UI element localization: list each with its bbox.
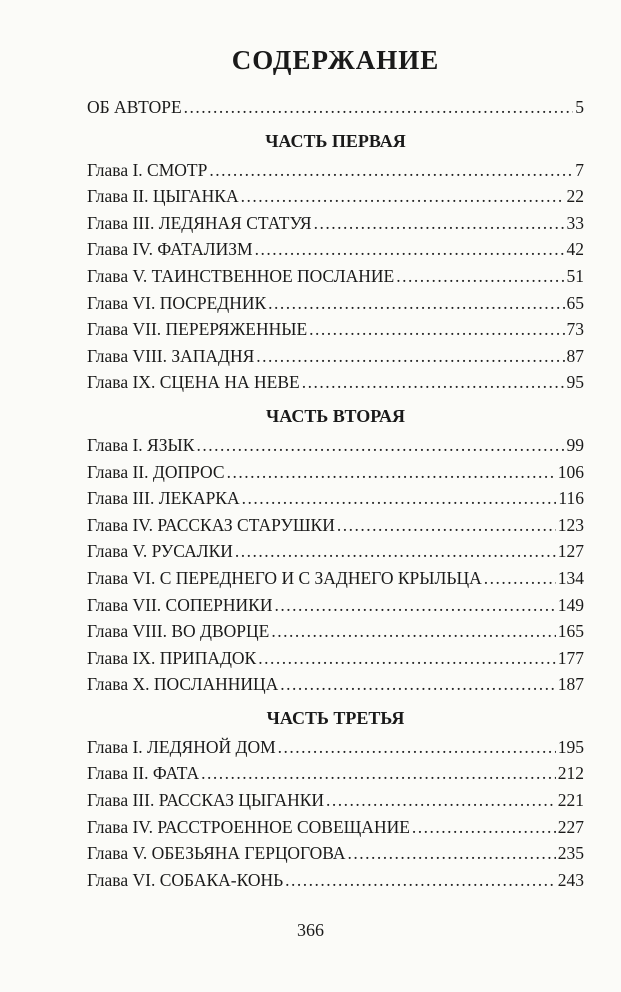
toc-entry-label: Глава X. ПОСЛАННИЦА — [87, 674, 279, 695]
toc-entry — [87, 618, 584, 645]
toc-entry — [87, 814, 584, 841]
toc-entry — [87, 210, 584, 237]
toc-entry-label: Глава I. СМОТР — [87, 159, 208, 180]
toc-entry-page: 195 — [557, 736, 584, 757]
leader-dots — [278, 734, 556, 761]
toc-entry-page: 87 — [566, 345, 584, 366]
part-title: ЧАСТЬ ТРЕТЬЯ — [266, 707, 405, 728]
toc-entry-label: Глава IX. ПРИПАДОК — [87, 647, 257, 668]
toc-page — [87, 0, 584, 893]
leader-dots — [314, 210, 565, 237]
toc-entry — [87, 485, 584, 512]
toc-entry-label: Глава IV. РАССКАЗ СТАРУШКИ — [87, 514, 335, 535]
toc-entry-label: Глава II. ФАТА — [87, 763, 200, 784]
leader-dots — [201, 760, 556, 787]
toc-entry-label: Глава V. ТАИНСТВЕННОЕ ПОСЛАНИЕ — [87, 265, 395, 286]
toc-entry-label: Глава VIII. ВО ДВОРЦЕ — [87, 621, 270, 642]
toc-entry-page: 149 — [557, 594, 584, 615]
toc-entry — [87, 734, 584, 761]
leader-dots — [256, 343, 564, 370]
leader-dots — [285, 867, 556, 894]
toc-entry — [87, 787, 584, 814]
toc-entry-page: 22 — [566, 186, 584, 207]
leader-dots — [337, 512, 556, 539]
leader-dots — [484, 565, 556, 592]
toc-entry-label: Глава VII. ПЕРЕРЯЖЕННЫЕ — [87, 319, 308, 340]
toc-entry — [87, 592, 584, 619]
leader-dots — [309, 316, 564, 343]
part-title: ЧАСТЬ ПЕРВАЯ — [265, 130, 406, 151]
toc-entry-page: 123 — [557, 514, 584, 535]
toc-entry — [87, 369, 584, 396]
toc-entry-page: 134 — [557, 567, 584, 588]
toc-entry — [87, 840, 584, 867]
toc-entry-page: 227 — [557, 816, 584, 837]
toc-entry — [87, 645, 584, 672]
leader-dots — [412, 814, 556, 841]
toc-entry-page: 73 — [566, 319, 584, 340]
leader-dots — [235, 538, 556, 565]
toc-entry-label: Глава III. РАССКАЗ ЦЫГАНКИ — [87, 790, 325, 811]
toc-entry — [87, 236, 584, 263]
toc-entry-page: 177 — [557, 647, 584, 668]
toc-entry-page: 99 — [566, 434, 584, 455]
toc-entry — [87, 867, 584, 894]
toc-entry-page: 243 — [557, 869, 584, 890]
toc-entry — [87, 459, 584, 486]
toc-entry-page: 106 — [557, 461, 584, 482]
toc-entry-page: 165 — [557, 621, 584, 642]
leader-dots — [302, 369, 565, 396]
toc-entry-label: Глава II. ДОПРОС — [87, 461, 225, 482]
toc-entry — [87, 512, 584, 539]
toc-entry — [87, 432, 584, 459]
toc-entry-label: Глава II. ЦЫГАНКА — [87, 186, 239, 207]
leader-dots — [280, 671, 555, 698]
toc-entry-label: Глава IX. СЦЕНА НА НЕВЕ — [87, 372, 300, 393]
toc-entry — [87, 316, 584, 343]
toc-entry — [87, 671, 584, 698]
leader-dots — [268, 290, 564, 317]
toc-entry-label: Глава I. ЛЕДЯНОЙ ДОМ — [87, 736, 276, 757]
toc-entry-label: Глава VI. СОБАКА-КОНЬ — [87, 869, 284, 890]
toc-entry-page: 235 — [557, 843, 584, 864]
toc-entry — [87, 538, 584, 565]
part-title: ЧАСТЬ ВТОРАЯ — [266, 405, 405, 426]
page-number: 366 — [297, 920, 324, 940]
toc-entry-label: Глава III. ЛЕКАРКА — [87, 488, 240, 509]
toc-entry — [87, 157, 584, 184]
toc-entry-label: ОБ АВТОРЕ — [87, 97, 182, 117]
toc-entry-label: Глава VIII. ЗАПАДНЯ — [87, 345, 255, 366]
toc-entry-page: 65 — [566, 292, 584, 313]
toc-parts — [87, 125, 584, 894]
toc-entry — [87, 290, 584, 317]
leader-dots — [196, 432, 564, 459]
leader-dots — [242, 485, 557, 512]
toc-entry-label: Глава VI. С ПЕРЕДНЕГО И С ЗАДНЕГО КРЫЛЬЦА — [87, 567, 482, 588]
leader-dots — [271, 618, 555, 645]
leader-dots — [255, 236, 565, 263]
toc-entry-page: 51 — [566, 265, 584, 286]
toc-entry — [87, 343, 584, 370]
leader-dots — [241, 183, 565, 210]
toc-entry — [87, 183, 584, 210]
leader-dots — [258, 645, 556, 672]
toc-entry — [87, 263, 584, 290]
toc-entry-page: 116 — [558, 488, 584, 509]
toc-entry-about — [87, 94, 584, 121]
toc-entry-page: 127 — [557, 541, 584, 562]
leader-dots — [184, 94, 574, 121]
toc-entry-page: 221 — [557, 790, 584, 811]
toc-entry-label: Глава V. РУСАЛКИ — [87, 541, 233, 562]
toc-entry-label: Глава III. ЛЕДЯНАЯ СТАТУЯ — [87, 212, 312, 233]
leader-dots — [227, 459, 556, 486]
leader-dots — [396, 263, 564, 290]
toc-entry-label: Глава IV. РАССТРОЕННОЕ СОВЕЩАНИЕ — [87, 816, 410, 837]
toc-entry-page: 7 — [575, 159, 584, 180]
toc-entry-page: 5 — [575, 97, 584, 117]
toc-entry-label: Глава VI. ПОСРЕДНИК — [87, 292, 267, 313]
toc-entry-page: 212 — [557, 763, 584, 784]
leader-dots — [209, 157, 573, 184]
leader-dots — [274, 592, 555, 619]
toc-entry-page: 95 — [566, 372, 584, 393]
page-title: СОДЕРЖАНИЕ — [231, 45, 440, 75]
toc-entry-label: Глава VII. СОПЕРНИКИ — [87, 594, 273, 615]
toc-entry — [87, 565, 584, 592]
leader-dots — [326, 787, 556, 814]
leader-dots — [348, 840, 556, 867]
toc-entry-label: Глава I. ЯЗЫК — [87, 434, 195, 455]
toc-entry-page: 187 — [557, 674, 584, 695]
toc-entry-page: 42 — [566, 239, 584, 260]
toc-entry — [87, 760, 584, 787]
toc-entry-label: Глава IV. ФАТАЛИЗМ — [87, 239, 253, 260]
toc-entry-page: 33 — [566, 212, 584, 233]
toc-entry-label: Глава V. ОБЕЗЬЯНА ГЕРЦОГОВА — [87, 843, 346, 864]
